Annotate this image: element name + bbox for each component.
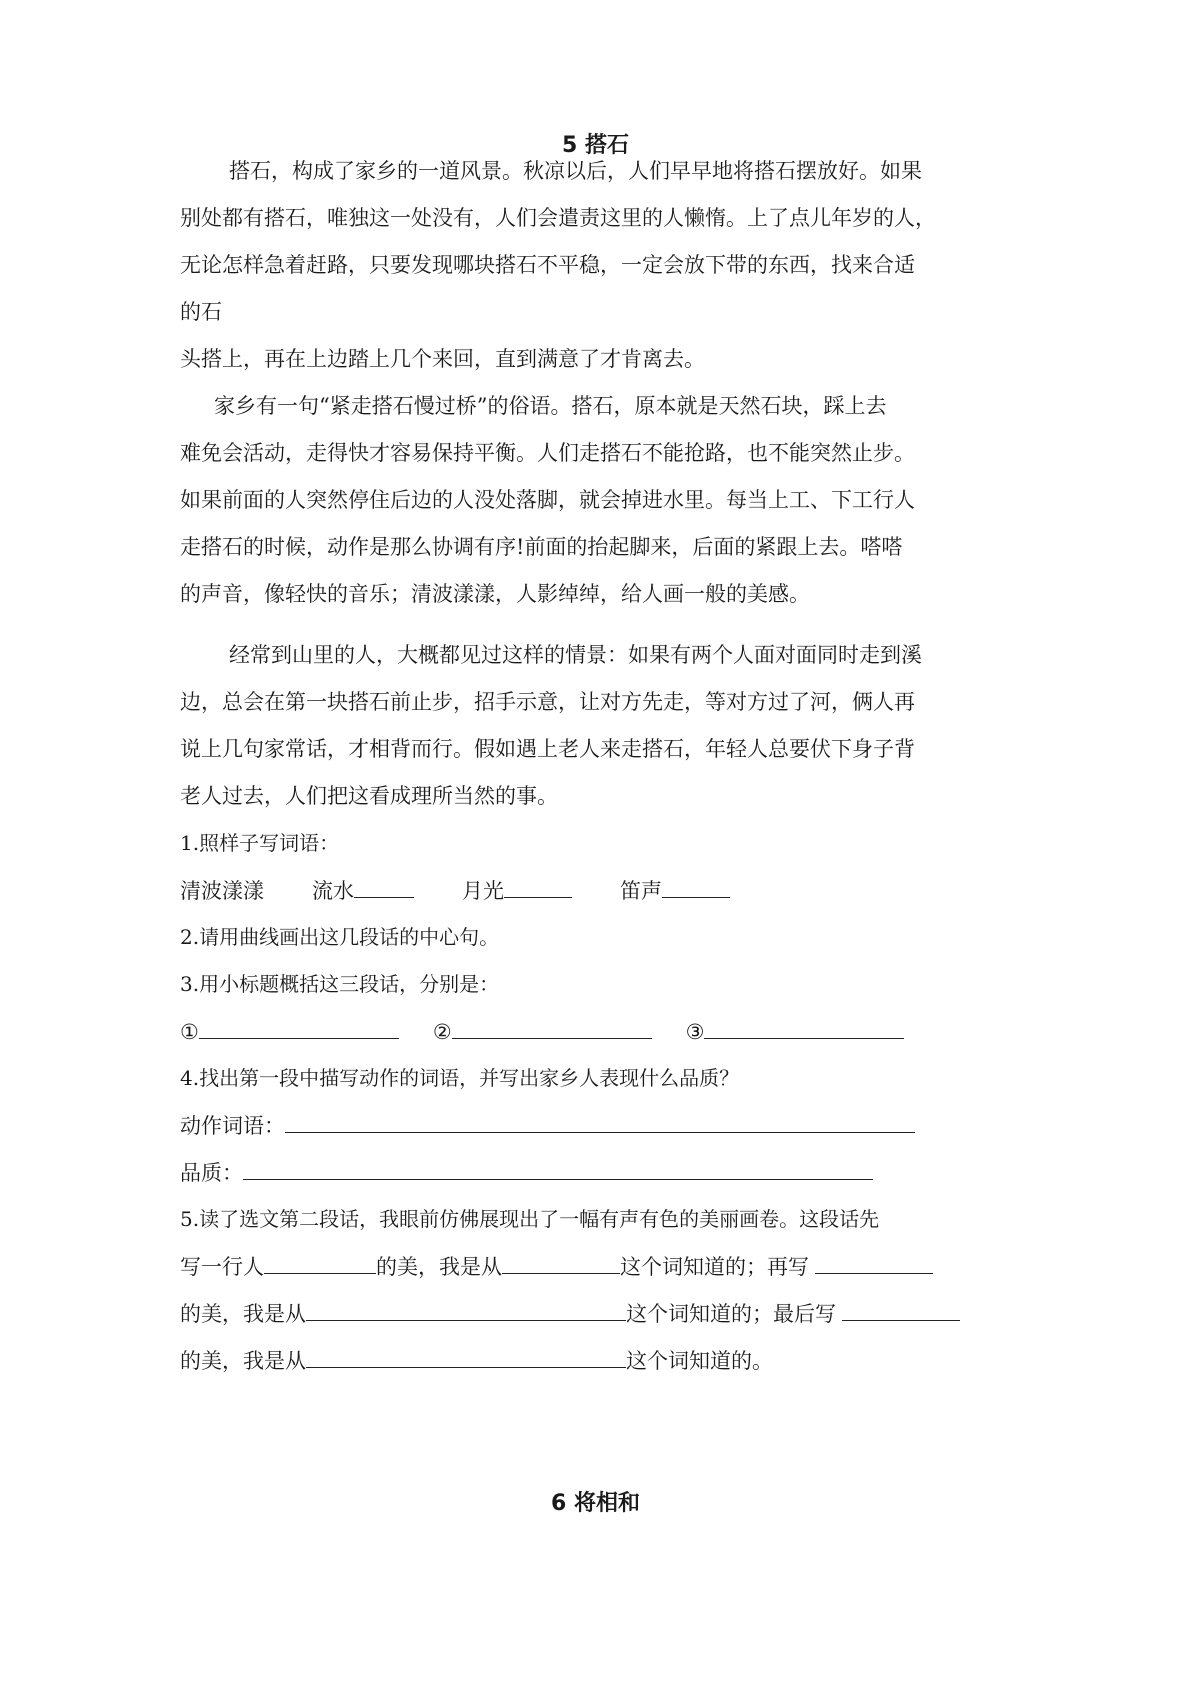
q5-text-5: 这个词知道的；最后写 [626, 1302, 836, 1326]
q3-blank-2[interactable] [452, 1016, 652, 1039]
q5-line-3 [180, 1298, 960, 1329]
q1-prompt: 1.照样子写词语： [180, 831, 340, 855]
q5-text-4: 的美，我是从 [180, 1302, 306, 1326]
q4-prompt: 4.找出第一段中描写动作的词语，并写出家乡人表现什么品质？ [180, 1066, 740, 1090]
q1-blank-2[interactable] [504, 875, 572, 898]
q5-blank-2[interactable] [502, 1251, 620, 1274]
q5-line-1: 5.读了选文第二段话，我眼前仿佛展现出了一幅有声有色的美丽画卷。这段话先 [180, 1207, 880, 1231]
para2-line-3: 如果前面的人突然停住后边的人没处落脚，就会掉进水里。每当上工、下工行人 [180, 488, 915, 512]
para1-line-5: 头搭上，再在上边踏上几个来回，直到满意了才肯离去。 [180, 347, 705, 371]
para1-line-2: 别处都有搭石，唯独这一处没有，人们会遣责这里的人懒惰。上了点儿年岁的人， [180, 206, 936, 230]
para1-line-1: 搭石，构成了家乡的一道风景。秋凉以后，人们早早地将搭石摆放好。如果 [229, 159, 922, 183]
para2-line-2: 难免会活动，走得快才容易保持平衡。人们走搭石不能抢路，也不能突然止步。 [180, 441, 915, 465]
q5-blank-1[interactable] [264, 1251, 376, 1274]
q3-row [180, 1016, 904, 1047]
q1-item-3: 笛声 [620, 879, 662, 903]
q5-blank-6[interactable] [306, 1345, 626, 1368]
q1-example: 清波漾漾 [180, 879, 264, 903]
q4-action-row [180, 1110, 915, 1141]
q5-line-2 [180, 1251, 933, 1282]
q5-text-1: 写一行人 [180, 1255, 264, 1279]
para3-line-1: 经常到山里的人，大概都见过这样的情景：如果有两个人面对面同时走到溪 [229, 643, 922, 667]
q1-item-1: 流水 [312, 879, 354, 903]
q4-quality-label: 品质： [180, 1161, 243, 1185]
q1-row [180, 875, 730, 906]
q5-line-4 [180, 1345, 773, 1376]
para3-line-4: 老人过去，人们把这看成理所当然的事。 [180, 784, 558, 808]
q5-blank-3[interactable] [815, 1251, 933, 1274]
q4-quality-blank[interactable] [243, 1157, 873, 1180]
q3-blank-1[interactable] [199, 1016, 399, 1039]
q1-blank-3[interactable] [662, 875, 730, 898]
q4-action-label: 动作词语： [180, 1114, 285, 1138]
para1-line-4: 的石 [180, 300, 222, 324]
q5-text-7: 这个词知道的。 [626, 1349, 773, 1373]
q4-quality-row [180, 1157, 873, 1188]
para3-line-3: 说上几句家常话，才相背而行。假如遇上老人来走搭石，年轻人总要伏下身子背 [180, 737, 915, 761]
para1-line-3: 无论怎样急着赶路，只要发现哪块搭石不平稳，一定会放下带的东西，找来合适 [180, 253, 915, 277]
q3-prompt: 3.用小标题概括这三段话，分别是： [180, 972, 500, 996]
q5-blank-5[interactable] [842, 1298, 960, 1321]
q1-item-2: 月光 [462, 879, 504, 903]
para2-line-1: 家乡有一句“紧走搭石慢过桥”的俗语。搭石，原本就是天然石块，踩上去 [214, 394, 887, 418]
q3-mark-3: ③ [685, 1020, 705, 1044]
q3-mark-2: ② [432, 1020, 452, 1044]
para2-line-5: 的声音，像轻快的音乐；清波漾漾，人影绰绰，给人画一般的美感。 [180, 582, 810, 606]
q4-action-blank[interactable] [285, 1110, 915, 1133]
section-6-title: 6 将相和 [551, 1491, 640, 1516]
q2-prompt: 2.请用曲线画出这几段话的中心句。 [180, 925, 500, 949]
section-5-title: 5 搭石 [562, 133, 629, 158]
q5-text-3: 这个词知道的；再写 [620, 1255, 809, 1279]
para2-line-4: 走搭石的时候，动作是那么协调有序!前面的抬起脚来，后面的紧跟上去。嗒嗒 [180, 535, 903, 559]
q5-blank-4[interactable] [306, 1298, 626, 1321]
q3-blank-3[interactable] [704, 1016, 904, 1039]
q5-text-2: 的美，我是从 [376, 1255, 502, 1279]
q5-text-6: 的美，我是从 [180, 1349, 306, 1373]
q1-blank-1[interactable] [354, 875, 414, 898]
q3-mark-1: ① [180, 1020, 199, 1044]
para3-line-2: 边，总会在第一块搭石前止步，招手示意，让对方先走，等对方过了河，俩人再 [180, 690, 915, 714]
